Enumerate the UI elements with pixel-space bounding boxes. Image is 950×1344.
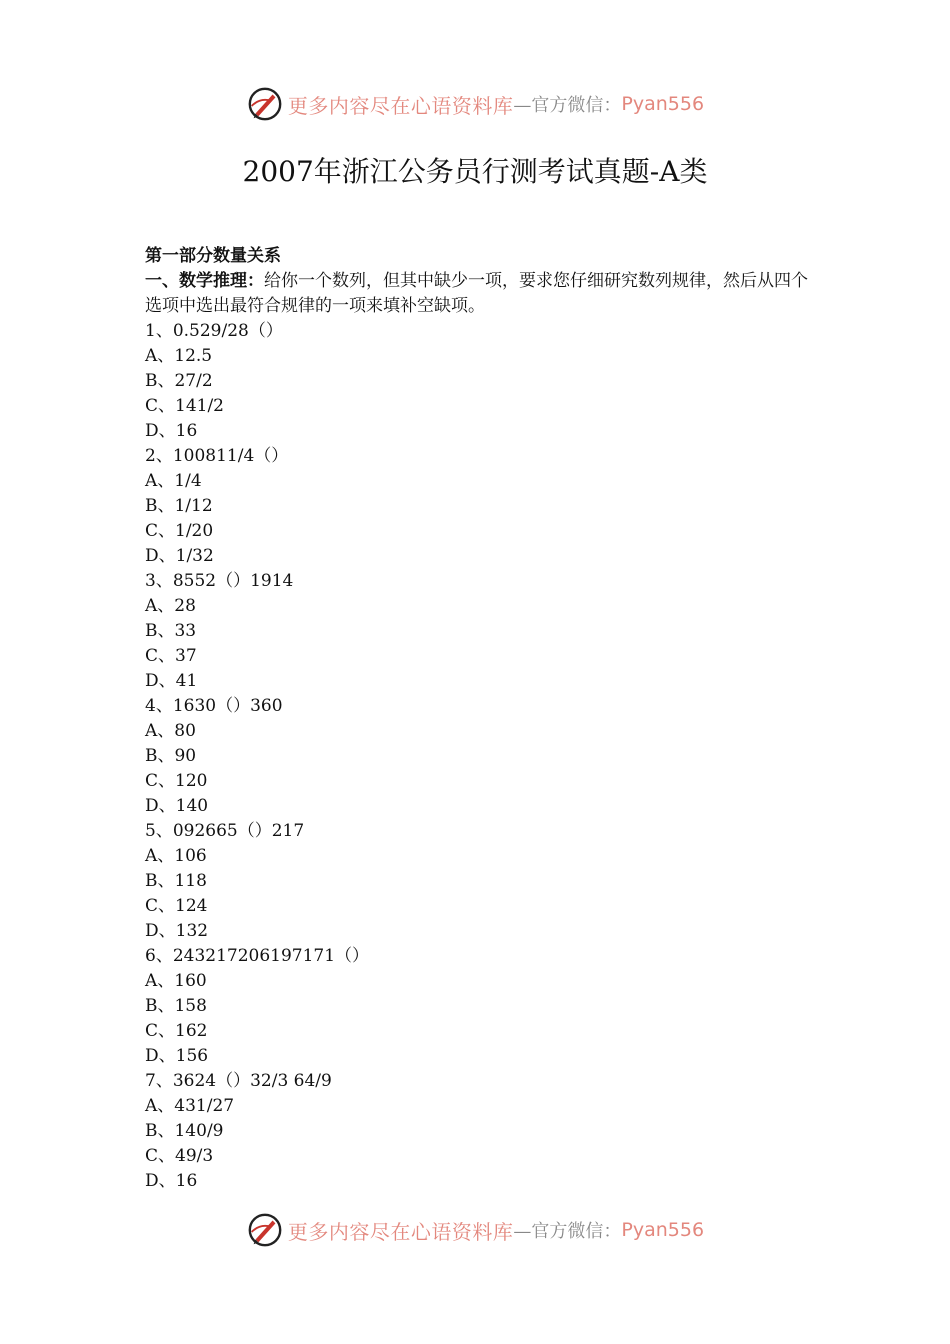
page-title: 2007年浙江公务员行测考试真题-A类 bbox=[242, 155, 708, 188]
question-stem: 5、092665（）217 bbox=[145, 821, 305, 841]
pen-logo-icon bbox=[246, 1211, 284, 1249]
instruction-label: 一、数学推理： bbox=[145, 271, 264, 291]
document-body bbox=[145, 244, 810, 1194]
answer-option: D、132 bbox=[145, 921, 209, 941]
section-heading: 第一部分数量关系 bbox=[145, 246, 281, 266]
answer-option: A、28 bbox=[145, 596, 196, 616]
banner-text: 更多内容尽在心语资料库 bbox=[287, 1219, 514, 1244]
answer-option: C、141/2 bbox=[145, 396, 224, 416]
banner-wechat-id: Pyan556 bbox=[621, 1219, 705, 1241]
answer-option: A、431/27 bbox=[145, 1096, 235, 1116]
answer-option: C、49/3 bbox=[145, 1146, 214, 1166]
answer-option: D、156 bbox=[145, 1046, 209, 1066]
pen-logo-icon bbox=[246, 85, 284, 123]
header-banner bbox=[0, 84, 950, 124]
answer-option: B、140/9 bbox=[145, 1121, 224, 1141]
answer-option: A、80 bbox=[145, 721, 196, 741]
answer-option: A、106 bbox=[145, 846, 207, 866]
answer-option: B、158 bbox=[145, 996, 207, 1016]
answer-option: D、41 bbox=[145, 671, 198, 691]
answer-option: C、37 bbox=[145, 646, 197, 666]
answer-option: A、1/4 bbox=[145, 471, 202, 491]
answer-option: D、16 bbox=[145, 1171, 198, 1191]
question-stem: 1、0.529/28（） bbox=[145, 321, 283, 341]
answer-option: D、16 bbox=[145, 421, 198, 441]
answer-option: B、118 bbox=[145, 871, 207, 891]
answer-option: C、120 bbox=[145, 771, 208, 791]
question-stem: 3、8552（）1914 bbox=[145, 571, 294, 591]
question-stem: 7、3624（）32/3 64/9 bbox=[145, 1071, 332, 1091]
answer-option: A、160 bbox=[145, 971, 207, 991]
answer-option: B、1/12 bbox=[145, 496, 213, 516]
question-stem: 6、243217206197171（） bbox=[145, 946, 370, 966]
answer-option: D、1/32 bbox=[145, 546, 214, 566]
answer-option: B、90 bbox=[145, 746, 197, 766]
banner-separator: —官方微信： bbox=[513, 1221, 622, 1242]
instruction-paragraph bbox=[145, 269, 810, 319]
answer-option: C、1/20 bbox=[145, 521, 214, 541]
answer-option: B、33 bbox=[145, 621, 197, 641]
answer-option: B、27/2 bbox=[145, 371, 213, 391]
banner-wechat-id: Pyan556 bbox=[621, 93, 705, 115]
banner-separator: —官方微信： bbox=[513, 95, 622, 116]
footer-banner bbox=[0, 1210, 950, 1250]
banner-text: 更多内容尽在心语资料库 bbox=[287, 93, 514, 118]
answer-option: C、124 bbox=[145, 896, 208, 916]
question-stem: 2、100811/4（） bbox=[145, 446, 289, 466]
question-stem: 4、1630（）360 bbox=[145, 696, 283, 716]
instruction-text: 给你一个数列，但其中缺少一项，要求您仔细研究数列规律，然后从四个选项中选出最符合规律的一项来填补空缺项。 bbox=[145, 271, 808, 316]
answer-option: D、140 bbox=[145, 796, 209, 816]
question-list bbox=[145, 319, 810, 1194]
answer-option: A、12.5 bbox=[145, 346, 213, 366]
answer-option: C、162 bbox=[145, 1021, 208, 1041]
